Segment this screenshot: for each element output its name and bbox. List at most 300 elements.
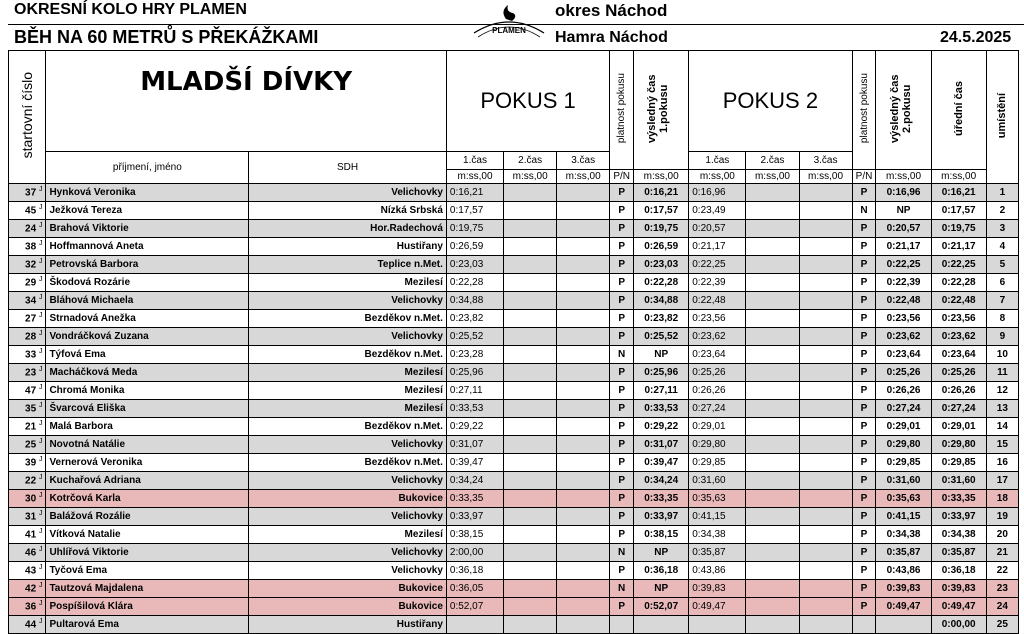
attempt2-time1: 0:25,26 (689, 364, 746, 382)
result2: 0:23,62 (876, 328, 931, 346)
attempt1-time3 (557, 184, 610, 202)
validity1: P (610, 508, 634, 526)
result2: 0:49,47 (876, 598, 931, 616)
start-number: 43 $^J$ (9, 562, 46, 580)
attempt2-time3 (799, 580, 852, 598)
attempt2-time2 (746, 220, 799, 238)
attempt2-time2-header: 2.čas (746, 152, 799, 170)
attempt1-time1: 2:00,00 (446, 544, 503, 562)
competitor-name: Uhlířová Viktorie (46, 544, 249, 562)
attempt2-time2 (746, 472, 799, 490)
attempt2-time2 (746, 382, 799, 400)
result1: 0:39,47 (634, 454, 689, 472)
official-time: 0:33,97 (931, 508, 986, 526)
validity1: P (610, 454, 634, 472)
attempt2-time1: 0:23,49 (689, 202, 746, 220)
attempt1-time2 (504, 310, 557, 328)
sdh-name: Bukovice (249, 598, 447, 616)
attempt2-time2 (746, 184, 799, 202)
attempt2-time2 (746, 598, 799, 616)
attempt2-time1: 0:22,25 (689, 256, 746, 274)
attempt1-time2 (504, 490, 557, 508)
attempt2-time1: 0:21,17 (689, 238, 746, 256)
result1: 0:52,07 (634, 598, 689, 616)
table-row (9, 508, 1019, 526)
attempt1-time1: 0:31,07 (446, 436, 503, 454)
attempt1-time2 (504, 328, 557, 346)
official-time: 0:17,57 (931, 202, 986, 220)
junior-marker: J (38, 366, 43, 374)
attempt1-time1: 0:34,88 (446, 292, 503, 310)
validity1: P (610, 364, 634, 382)
attempt1-time3 (557, 616, 610, 634)
attempt2-time3 (799, 400, 852, 418)
attempt2-time1: 0:49,47 (689, 598, 746, 616)
attempt1-time1: 0:39,47 (446, 454, 503, 472)
start-number: 27 $^J$ (9, 310, 46, 328)
attempt1-time2 (504, 544, 557, 562)
result1: NP (634, 544, 689, 562)
validity1: N (610, 544, 634, 562)
attempt2-time2 (746, 256, 799, 274)
official-time: 0:49,47 (931, 598, 986, 616)
attempt1-time3 (557, 274, 610, 292)
attempt1-time2 (504, 292, 557, 310)
start-number: 36 $^J$ (9, 598, 46, 616)
competitor-name: Tyčová Ema (46, 562, 249, 580)
attempt2-time3 (799, 616, 852, 634)
attempt2-time3 (799, 598, 852, 616)
attempt2-time2 (746, 562, 799, 580)
junior-marker: J (38, 402, 43, 410)
junior-marker: J (38, 384, 43, 392)
official-time: 0:39,83 (931, 580, 986, 598)
table-row (9, 544, 1019, 562)
format-label: m:ss,00 (557, 170, 610, 184)
attempt1-time3 (557, 346, 610, 364)
validity2: P (852, 184, 876, 202)
validity1-header: platnost pokusu (610, 51, 634, 170)
attempt2-header: POKUS 2 (689, 51, 852, 152)
result2: 0:22,25 (876, 256, 931, 274)
start-number: 38 $^J$ (9, 238, 46, 256)
attempt2-time1 (689, 616, 746, 634)
start-number: 39 $^J$ (9, 454, 46, 472)
validity1: P (610, 292, 634, 310)
rank: 12 (986, 382, 1018, 400)
junior-marker: J (38, 492, 43, 500)
attempt1-time2 (504, 454, 557, 472)
official-time: 0:21,17 (931, 238, 986, 256)
attempt2-time1: 0:29,01 (689, 418, 746, 436)
validity2: P (852, 328, 876, 346)
rank: 3 (986, 220, 1018, 238)
official-time: 0:22,28 (931, 274, 986, 292)
attempt1-time2-header: 2.čas (504, 152, 557, 170)
result2: 0:25,26 (876, 364, 931, 382)
validity1: P (610, 328, 634, 346)
table-row (9, 490, 1019, 508)
district-label: okres Náchod (555, 1, 668, 20)
attempt2-time3 (799, 256, 852, 274)
attempt1-time1: 0:25,52 (446, 328, 503, 346)
junior-marker: J (38, 312, 43, 320)
format-label: m:ss,00 (931, 170, 986, 184)
validity2: P (852, 256, 876, 274)
result1: 0:17,57 (634, 202, 689, 220)
attempt1-time3 (557, 256, 610, 274)
attempt2-time3 (799, 184, 852, 202)
attempt1-time3 (557, 436, 610, 454)
format-label: m:ss,00 (634, 170, 689, 184)
attempt2-time2 (746, 346, 799, 364)
result1: NP (634, 580, 689, 598)
rank: 23 (986, 580, 1018, 598)
attempt2-time2 (746, 526, 799, 544)
attempt2-time2 (746, 580, 799, 598)
attempt2-time3 (799, 562, 852, 580)
start-number: 47 $^J$ (9, 382, 46, 400)
junior-marker: J (38, 222, 43, 230)
start-number: 41 $^J$ (9, 526, 46, 544)
competitor-name: Novotná Natálie (46, 436, 249, 454)
table-row (9, 400, 1019, 418)
attempt2-time2 (746, 400, 799, 418)
start-number: 31 $^J$ (9, 508, 46, 526)
attempt1-time3 (557, 364, 610, 382)
svg-text:PLAMEN: PLAMEN (492, 26, 526, 35)
sdh-name: Velichovky (249, 436, 447, 454)
validity1: N (610, 346, 634, 364)
attempt2-time1: 0:20,57 (689, 220, 746, 238)
attempt1-time1: 0:23,03 (446, 256, 503, 274)
result2: 0:29,85 (876, 454, 931, 472)
junior-marker: J (38, 294, 43, 302)
rank: 11 (986, 364, 1018, 382)
start-number: 23 $^J$ (9, 364, 46, 382)
result2: 0:22,48 (876, 292, 931, 310)
event-date: 24.5.2025 (940, 29, 1012, 46)
discipline-title: BĚH NA 60 METRŮ S PŘEKÁŽKAMI (14, 27, 319, 47)
validity1: P (610, 382, 634, 400)
attempt2-time3 (799, 490, 852, 508)
validity2: P (852, 346, 876, 364)
official-time: 0:33,35 (931, 490, 986, 508)
validity2: P (852, 418, 876, 436)
competitor-name: Strnadová Anežka (46, 310, 249, 328)
rank: 9 (986, 328, 1018, 346)
competitor-name: Vondráčková Zuzana (46, 328, 249, 346)
competitor-name: Bláhová Michaela (46, 292, 249, 310)
table-row (9, 526, 1019, 544)
table-row (9, 418, 1019, 436)
validity2: P (852, 562, 876, 580)
junior-marker: J (38, 474, 43, 482)
start-number: 28 $^J$ (9, 328, 46, 346)
attempt1-time3 (557, 202, 610, 220)
attempt2-time3 (799, 544, 852, 562)
attempt2-time2 (746, 238, 799, 256)
attempt2-time2 (746, 508, 799, 526)
start-number: 25 $^J$ (9, 436, 46, 454)
rank: 17 (986, 472, 1018, 490)
table-row (9, 562, 1019, 580)
result2: 0:39,83 (876, 580, 931, 598)
result2: 0:29,01 (876, 418, 931, 436)
validity2: P (852, 472, 876, 490)
format-label: P/N (610, 170, 634, 184)
official-time: 0:23,64 (931, 346, 986, 364)
attempt1-time2 (504, 382, 557, 400)
start-number: 24 $^J$ (9, 220, 46, 238)
start-number: 44 $^J$ (9, 616, 46, 634)
attempt1-time2 (504, 580, 557, 598)
validity2: P (852, 490, 876, 508)
validity1: P (610, 274, 634, 292)
official-time: 0:29,85 (931, 454, 986, 472)
validity1: P (610, 202, 634, 220)
rank: 1 (986, 184, 1018, 202)
attempt1-time1: 0:29,22 (446, 418, 503, 436)
sdh-name: Hor.Radechová (249, 220, 447, 238)
sdh-name: Bukovice (249, 490, 447, 508)
result1: 0:36,18 (634, 562, 689, 580)
validity2: N (852, 202, 876, 220)
attempt1-time3 (557, 544, 610, 562)
sdh-name: Hustiřany (249, 238, 447, 256)
attempt1-time1: 0:33,35 (446, 490, 503, 508)
validity1: N (610, 580, 634, 598)
sdh-name: Velichovky (249, 292, 447, 310)
junior-marker: J (38, 582, 43, 590)
rank: 24 (986, 598, 1018, 616)
table-row (9, 382, 1019, 400)
result2: 0:41,15 (876, 508, 931, 526)
attempt1-time2 (504, 220, 557, 238)
competitor-name: Vítková Natalie (46, 526, 249, 544)
official-time-header: úřední čas (931, 51, 986, 170)
attempt1-time1: 0:36,05 (446, 580, 503, 598)
result1: 0:27,11 (634, 382, 689, 400)
attempt2-time3 (799, 310, 852, 328)
attempt1-time3 (557, 400, 610, 418)
official-time: 0:26,26 (931, 382, 986, 400)
result2: 0:35,63 (876, 490, 931, 508)
validity1: P (610, 256, 634, 274)
rank: 20 (986, 526, 1018, 544)
result1: 0:34,24 (634, 472, 689, 490)
start-number: 33 $^J$ (9, 346, 46, 364)
result2: 0:23,56 (876, 310, 931, 328)
attempt1-time2 (504, 616, 557, 634)
start-number: 37 $^J$ (9, 184, 46, 202)
attempt2-time3 (799, 292, 852, 310)
competitor-name: Ježková Tereza (46, 202, 249, 220)
format-label: m:ss,00 (876, 170, 931, 184)
result1: 0:22,28 (634, 274, 689, 292)
table-row (9, 310, 1019, 328)
start-number: 35 $^J$ (9, 400, 46, 418)
attempt1-time3 (557, 490, 610, 508)
validity2: P (852, 454, 876, 472)
start-number: 42 $^J$ (9, 580, 46, 598)
validity1: P (610, 526, 634, 544)
attempt2-time3 (799, 220, 852, 238)
validity1: P (610, 220, 634, 238)
competitor-name: Švarcová Eliška (46, 400, 249, 418)
sdh-name: Hustiřany (249, 616, 447, 634)
result1: 0:25,96 (634, 364, 689, 382)
rank: 14 (986, 418, 1018, 436)
start-number: 29 $^J$ (9, 274, 46, 292)
junior-marker: J (38, 240, 43, 248)
official-time: 0:22,25 (931, 256, 986, 274)
table-row (9, 454, 1019, 472)
validity2-header: platnost pokusu (852, 51, 876, 170)
table-row (9, 292, 1019, 310)
result1: 0:31,07 (634, 436, 689, 454)
attempt1-time3-header: 3.čas (557, 152, 610, 170)
attempt1-time2 (504, 472, 557, 490)
attempt1-time1: 0:16,21 (446, 184, 503, 202)
attempt2-time3 (799, 364, 852, 382)
attempt2-time3 (799, 274, 852, 292)
attempt2-time1: 0:23,56 (689, 310, 746, 328)
table-row (9, 256, 1019, 274)
result2: 0:29,80 (876, 436, 931, 454)
table-row (9, 184, 1019, 202)
rank: 22 (986, 562, 1018, 580)
attempt2-time1: 0:35,63 (689, 490, 746, 508)
official-time: 0:22,48 (931, 292, 986, 310)
attempt1-time2 (504, 400, 557, 418)
sdh-name: Velichovky (249, 184, 447, 202)
result2: 0:43,86 (876, 562, 931, 580)
result2: 0:35,87 (876, 544, 931, 562)
format-label: m:ss,00 (504, 170, 557, 184)
attempt2-time1: 0:31,60 (689, 472, 746, 490)
rank: 2 (986, 202, 1018, 220)
competitor-name: Vernerová Veronika (46, 454, 249, 472)
validity2: P (852, 310, 876, 328)
attempt2-time1: 0:43,86 (689, 562, 746, 580)
attempt1-time3 (557, 472, 610, 490)
attempt2-time3 (799, 508, 852, 526)
official-time: 0:35,87 (931, 544, 986, 562)
start-number: 32 $^J$ (9, 256, 46, 274)
start-number: 22 $^J$ (9, 472, 46, 490)
junior-marker: J (38, 618, 43, 626)
result2-header: výsledný čas 2.pokusu (876, 51, 931, 170)
attempt1-time2 (504, 256, 557, 274)
result1: 0:23,82 (634, 310, 689, 328)
official-time: 0:23,62 (931, 328, 986, 346)
result2: 0:22,39 (876, 274, 931, 292)
table-row (9, 616, 1019, 634)
format-label: m:ss,00 (446, 170, 503, 184)
attempt1-time2 (504, 184, 557, 202)
official-time: 0:29,01 (931, 418, 986, 436)
rank: 16 (986, 454, 1018, 472)
sdh-name: Mezilesí (249, 364, 447, 382)
sdh-name: Bezděkov n.Met. (249, 310, 447, 328)
validity2 (852, 616, 876, 634)
start-number-header: startovní číslo (9, 51, 46, 184)
attempt1-time1: 0:27,11 (446, 382, 503, 400)
attempt1-time2 (504, 364, 557, 382)
table-row (9, 274, 1019, 292)
attempt1-time1 (446, 616, 503, 634)
rank: 18 (986, 490, 1018, 508)
attempt2-time3 (799, 454, 852, 472)
attempt1-time2 (504, 436, 557, 454)
format-label: P/N (852, 170, 876, 184)
rank: 7 (986, 292, 1018, 310)
attempt2-time3 (799, 436, 852, 454)
attempt2-time2 (746, 616, 799, 634)
results-table (8, 50, 1019, 634)
attempt2-time1: 0:16,96 (689, 184, 746, 202)
attempt2-time3 (799, 418, 852, 436)
junior-marker: J (38, 438, 43, 446)
table-row (9, 598, 1019, 616)
junior-marker: J (38, 456, 43, 464)
attempt2-time1: 0:26,26 (689, 382, 746, 400)
junior-marker: J (38, 258, 43, 266)
validity2: P (852, 598, 876, 616)
attempt2-time1: 0:41,15 (689, 508, 746, 526)
validity2: P (852, 238, 876, 256)
table-row (9, 436, 1019, 454)
attempt1-time3 (557, 508, 610, 526)
rank: 21 (986, 544, 1018, 562)
format-label: m:ss,00 (799, 170, 852, 184)
attempt2-time1: 0:34,38 (689, 526, 746, 544)
sdh-name: Mezilesí (249, 400, 447, 418)
venue-label: Hamra Náchod (555, 29, 668, 46)
name-header: příjmení, jméno (46, 152, 249, 184)
attempt2-time2 (746, 544, 799, 562)
validity2: P (852, 364, 876, 382)
attempt2-time2 (746, 274, 799, 292)
result1: 0:25,52 (634, 328, 689, 346)
result1: NP (634, 346, 689, 364)
format-label: m:ss,00 (746, 170, 799, 184)
result1: 0:16,21 (634, 184, 689, 202)
result1 (634, 616, 689, 634)
validity2: P (852, 274, 876, 292)
official-time: 0:19,75 (931, 220, 986, 238)
attempt1-time2 (504, 202, 557, 220)
official-time: 0:23,56 (931, 310, 986, 328)
attempt1-time1: 0:33,97 (446, 508, 503, 526)
header-divider (8, 24, 1024, 25)
sdh-name: Velichovky (249, 544, 447, 562)
format-label: m:ss,00 (689, 170, 746, 184)
result1: 0:23,03 (634, 256, 689, 274)
attempt1-time3 (557, 562, 610, 580)
attempt1-time2 (504, 346, 557, 364)
validity2: P (852, 526, 876, 544)
validity1: P (610, 238, 634, 256)
official-time: 0:27,24 (931, 400, 986, 418)
sdh-name: Bezděkov n.Met. (249, 346, 447, 364)
sdh-name: Velichovky (249, 508, 447, 526)
junior-marker: J (38, 330, 43, 338)
result2: 0:21,17 (876, 238, 931, 256)
attempt2-time3 (799, 238, 852, 256)
competitor-name: Hoffmannová Aneta (46, 238, 249, 256)
